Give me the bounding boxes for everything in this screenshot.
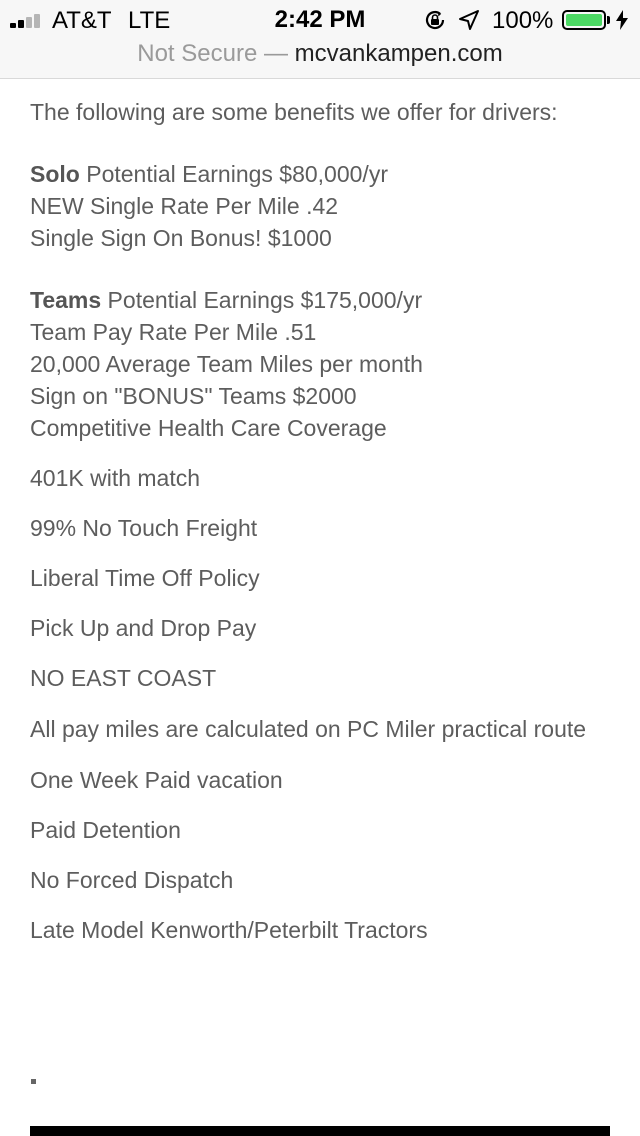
- orientation-lock-icon: [424, 9, 446, 31]
- domain-text: mcvankampen.com: [294, 40, 503, 67]
- charging-bolt-icon: [616, 10, 628, 30]
- teams-earnings: Potential Earnings $175,000/yr: [101, 287, 423, 313]
- intro-text: The following are some benefits we offer for drivers:: [30, 99, 558, 125]
- teams-line: Team Pay Rate Per Mile .51: [30, 319, 317, 345]
- battery-percent: 100%: [492, 7, 554, 34]
- page-content: [30, 96, 610, 964]
- battery-icon: [562, 10, 606, 30]
- teams-line: Competitive Health Care Coverage: [30, 415, 387, 441]
- location-arrow-icon: [458, 9, 480, 31]
- benefit-item: Late Model Kenworth/Peterbilt Tractors: [30, 917, 428, 943]
- carrier-name: AT&T: [52, 7, 112, 34]
- teams-benefits: [30, 284, 610, 444]
- network-type: LTE: [128, 7, 171, 34]
- battery-nub: [607, 16, 610, 24]
- teams-line: [30, 284, 610, 316]
- benefit-item: Pick Up and Drop Pay: [30, 615, 257, 641]
- benefit-item: Paid Detention: [30, 817, 181, 843]
- benefit-item: No Forced Dispatch: [30, 867, 234, 893]
- solo-earnings: Potential Earnings $80,000/yr: [79, 161, 388, 187]
- teams-line: 20,000 Average Team Miles per month: [30, 351, 423, 377]
- battery-level-fill: [566, 14, 602, 26]
- solo-line: [30, 158, 610, 190]
- solo-line: NEW Single Rate Per Mile .42: [30, 193, 339, 219]
- security-label: Not Secure —: [137, 40, 288, 67]
- status-bar: [0, 0, 640, 40]
- url-display[interactable]: [0, 40, 640, 68]
- address-bar[interactable]: [0, 40, 640, 79]
- benefit-item: All pay miles are calculated on PC Miler practical route: [30, 716, 587, 742]
- teams-heading: Teams: [30, 287, 102, 313]
- clock: 2:42 PM: [274, 6, 366, 33]
- solo-benefits: [30, 158, 610, 254]
- benefit-item: 99% No Touch Freight: [30, 515, 258, 541]
- benefit-item: NO EAST COAST: [30, 665, 217, 691]
- solo-line: Single Sign On Bonus! $1000: [30, 225, 332, 251]
- bullet-dot: [31, 1079, 36, 1084]
- benefit-item: 401K with match: [30, 465, 201, 491]
- black-banner-edge: [30, 1126, 610, 1136]
- benefit-item: One Week Paid vacation: [30, 767, 283, 793]
- teams-line: Sign on "BONUS" Teams $2000: [30, 383, 357, 409]
- benefit-item: Liberal Time Off Policy: [30, 565, 260, 591]
- solo-heading: Solo: [30, 161, 80, 187]
